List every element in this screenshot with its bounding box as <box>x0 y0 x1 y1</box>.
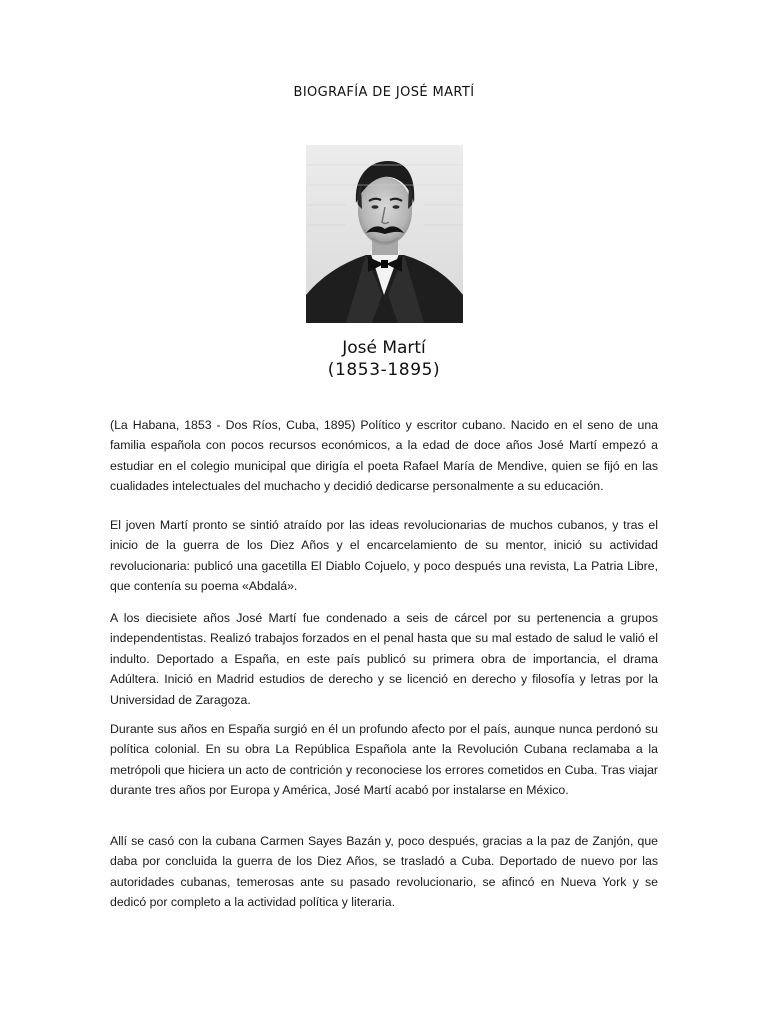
portrait-caption-name: José Martí <box>342 338 426 358</box>
document-title: BIOGRAFÍA DE JOSÉ MARTÍ <box>293 85 475 100</box>
paragraph-1: (La Habana, 1853 - Dos Ríos, Cuba, 1895) Político y escritor cubano. Nacido en el seno de una familia española con pocos recursos económicos, a la edad de doce años José Martí empezó a estudiar en el colegio municipal que dirigía el poeta Rafael María de Mendive, quien se fijó en las cualidades intelectuales del muchacho y decidió dedicarse personalmente a su educación. <box>110 418 658 494</box>
portrait-caption-years: (1853-1895) <box>327 360 441 380</box>
paragraph-3: A los diecisiete años José Martí fue condenado a seis de cárcel por su pertenencia a grupos independentistas. Realizó trabajos forzados en el penal hasta que su mal estado de salud le valió el indulto. Deportado a España, en este país publicó su primera obra de importancia, el drama Adúltera. Inició en Madrid estudios de derecho y se licenció en derecho y filosofía y letras por la Universidad de Zaragoza. <box>110 611 658 707</box>
paragraph-2: El joven Martí pronto se sintió atraído por las ideas revolucionarias de muchos cubanos, y tras el inicio de la guerra de los Diez Años y el encarcelamiento de su mentor, inició su actividad revolucionaria: publicó una gacetilla El Diablo Cojuelo, y poco después una revista, La Patria Libre, que contenía su poema «Abdalá». <box>110 518 658 594</box>
paragraph-4: Durante sus años en España surgió en él un profundo afecto por el país, aunque nunca perdonó su política colonial. En su obra La República Española ante la Revolución Cubana reclamaba a la metrópoli que hiciera un acto de contrición y reconociese los errores cometidos en Cuba. Tras viajar durante tres años por Europa y América, José Martí acabó por instalarse en México. <box>110 722 658 798</box>
portrait-engraving <box>306 145 463 323</box>
paragraph-5: Allí se casó con la cubana Carmen Sayes Bazán y, poco después, gracias a la paz de Zanjón, que daba por concluida la guerra de los Diez Años, se trasladó a Cuba. Deportado de nuevo por las autoridades cubanas, temerosas ante su pasado revolucionario, se afincó en Nueva York y se dedicó por completo a la actividad política y literaria. <box>110 834 658 910</box>
portrait-image <box>306 145 463 323</box>
